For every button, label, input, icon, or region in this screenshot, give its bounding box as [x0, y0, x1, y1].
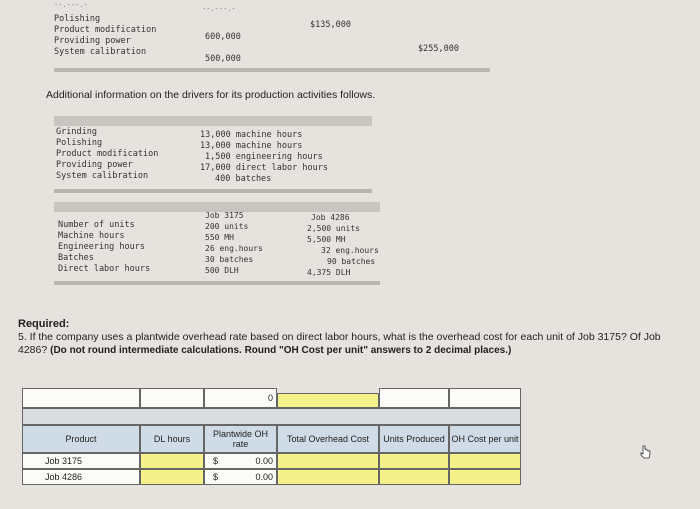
top-activity: Providing power: [54, 36, 131, 46]
top-cost: $135,000: [310, 20, 351, 30]
top-activity: Product modification: [54, 25, 157, 35]
dl-hours-input[interactable]: [140, 453, 204, 469]
top-cost: $255,000: [418, 44, 459, 54]
divider: [54, 189, 372, 193]
units-produced-input[interactable]: [379, 453, 449, 469]
header-label: Product: [65, 434, 97, 444]
drivers-header-bar: [54, 116, 372, 126]
product-cell: [22, 469, 140, 485]
top-value: 600,000: [205, 32, 241, 42]
top-value: 500,000: [205, 54, 241, 64]
job-measure-label: Direct labor hours: [58, 264, 151, 274]
job-3175-value: 30 batches: [205, 255, 254, 264]
top-activity-list: [54, 14, 156, 58]
job-3175-header: Job 3175: [205, 211, 244, 220]
drivers-activities: [56, 127, 158, 182]
driver-value: 400 batches: [215, 174, 272, 184]
top-activity: Polishing: [54, 14, 101, 24]
job-4286-value: 4,375 DLH: [307, 268, 351, 277]
additional-info-heading: Additional information on the drivers for its production activities follows.: [46, 89, 376, 101]
header-plantwide-oh-rate: [204, 425, 277, 453]
driver-value: 13,000 machine hours: [200, 130, 303, 140]
driver-activity: Providing power: [56, 160, 133, 170]
job-3175-value: 26 eng.hours: [205, 244, 263, 253]
total-overhead-input[interactable]: [277, 453, 379, 469]
oh-cost-per-unit-input[interactable]: [449, 453, 521, 469]
job-4286-value: 2,500 units: [307, 224, 360, 233]
job-3175-column: [205, 210, 263, 276]
top-input-cell[interactable]: [379, 388, 449, 408]
required-question: 5. If the company uses a plantwide overhead rate based on direct labor hours, what is the overhead cost for each unit of Job 3175? Of Job 4286?: [18, 331, 661, 356]
required-question-block: [18, 331, 688, 357]
top-cutoff-dashes: --.---.-: [202, 5, 236, 13]
driver-value: 1,500 engineering hours: [205, 152, 323, 162]
job-3175-value: 500 DLH: [205, 266, 239, 275]
header-units-produced: [379, 425, 449, 453]
product-name: Job 4286: [45, 472, 83, 482]
header-label: Plantwide OH rate: [212, 429, 269, 449]
total-overhead-input[interactable]: [277, 469, 379, 485]
top-answer-input[interactable]: [277, 393, 379, 408]
dollar-sign: $: [213, 456, 219, 466]
header-label: OH Cost per unit: [451, 434, 519, 444]
job-measure-label: Machine hours: [58, 231, 125, 241]
required-instruction: (Do not round intermediate calculations. Round "OH Cost per unit" answers to 2 decimal places.): [50, 345, 512, 356]
driver-activity: Polishing: [56, 138, 103, 148]
job-3175-value: 200 units: [205, 222, 249, 231]
oh-cost-per-unit-input[interactable]: [449, 469, 521, 485]
job-4286-header: Job 4286: [311, 213, 350, 222]
dl-hours-input[interactable]: [140, 469, 204, 485]
divider: [54, 68, 490, 72]
spacer-row: [22, 408, 521, 425]
job-measure-label: Number of units: [58, 220, 135, 230]
header-label: Total Overhead Cost: [286, 434, 370, 444]
pointer-cursor-icon: [640, 445, 652, 459]
header-label: DL hours: [153, 434, 191, 444]
units-produced-input[interactable]: [379, 469, 449, 485]
divider: [54, 281, 380, 285]
job-4286-value: 32 eng.hours: [321, 246, 379, 255]
top-activity: System calibration: [54, 47, 147, 57]
product-name: Job 3175: [45, 456, 83, 466]
header-dl-hours: [140, 425, 204, 453]
top-value: 0: [267, 393, 273, 403]
product-cell: [22, 453, 140, 469]
required-title: Required:: [18, 318, 70, 330]
header-label: Units Produced: [383, 434, 445, 444]
job-measure-label: Engineering hours: [58, 242, 145, 252]
rate-value: 0.00: [255, 472, 273, 482]
driver-value: 13,000 machine hours: [200, 141, 303, 151]
drivers-values: [200, 130, 328, 185]
job-3175-value: 550 MH: [205, 233, 234, 242]
rate-cell: [204, 453, 277, 469]
job-4286-value: 90 batches: [327, 257, 376, 266]
top-input-cell[interactable]: [140, 388, 204, 408]
top-input-cell[interactable]: [22, 388, 140, 408]
driver-activity: System calibration: [56, 171, 149, 181]
header-oh-cost-per-unit: [449, 425, 521, 453]
rate-value: 0.00: [255, 456, 273, 466]
job-measure-label: Batches: [58, 253, 94, 263]
dollar-sign: $: [213, 472, 219, 482]
top-value-cell[interactable]: [204, 388, 277, 408]
jobs-labels: [58, 220, 150, 275]
header-product: [22, 425, 140, 453]
header-total-overhead-cost: [277, 425, 379, 453]
driver-activity: Product modification: [56, 149, 159, 159]
rate-cell: [204, 469, 277, 485]
job-4286-value: 5,500 MH: [307, 235, 346, 244]
top-cutoff-text: --.---.-: [54, 1, 88, 9]
top-input-cell[interactable]: [449, 388, 521, 408]
job-4286-column: [307, 212, 379, 278]
driver-activity: Grinding: [56, 127, 97, 137]
driver-value: 17,000 direct labor hours: [200, 163, 328, 173]
